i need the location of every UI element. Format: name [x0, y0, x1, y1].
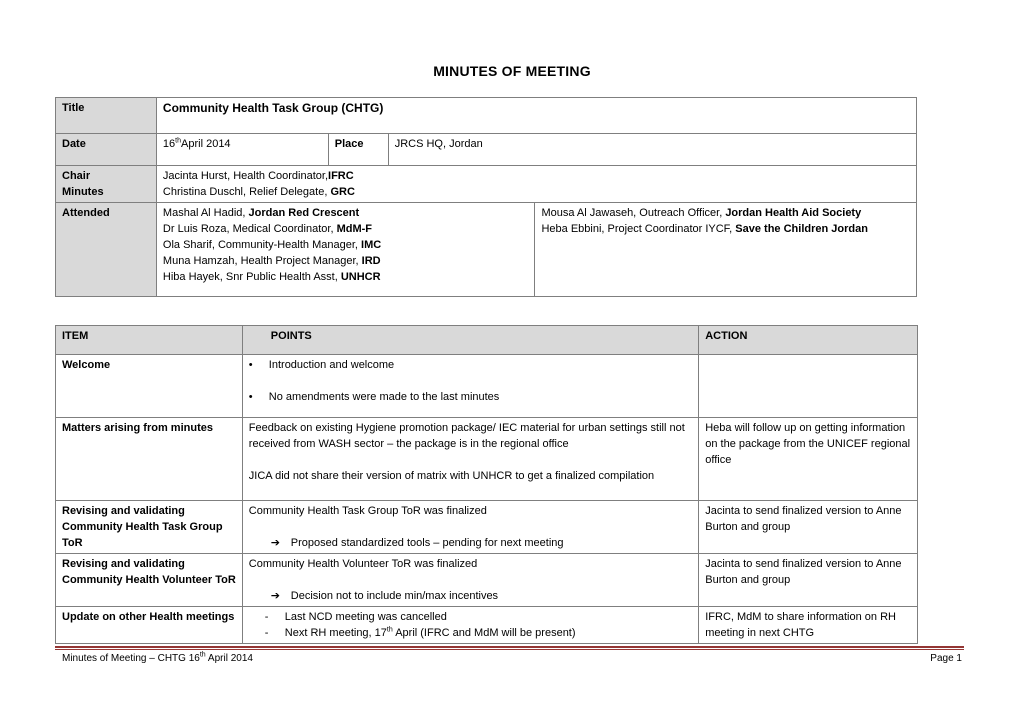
arrow-icon: ➔ [270, 590, 281, 602]
attendee: Dr Luis Roza, Medical Coordinator, MdM-F [162, 223, 372, 235]
minutes-label: Minutes [62, 186, 104, 198]
attended-label: Attended [56, 203, 157, 297]
point-text: Community Health Volunteer ToR was finalized [248, 558, 478, 570]
attendees-right [535, 203, 917, 297]
item-cell: Update on other Health meetings [56, 607, 243, 644]
item-cell: Matters arising from minutes [56, 418, 243, 501]
table-row [56, 554, 918, 607]
item-cell: Welcome [56, 355, 243, 418]
page-title: MINUTES OF MEETING [433, 63, 591, 79]
attendee: Mousa Al Jawaseh, Outreach Officer, Jordan Health Aid Society [541, 207, 862, 219]
header-item: ITEM [56, 326, 243, 355]
attendee: Ola Sharif, Community-Health Manager, IMC [162, 239, 382, 251]
table-row [56, 355, 918, 418]
table-row [56, 418, 918, 501]
points-cell [242, 607, 698, 644]
arrow-icon: ➔ [270, 537, 281, 549]
meeting-date: 16thApril 2014 [156, 134, 328, 166]
minutes-value: Christina Duschl, Relief Delegate, GRC [162, 186, 355, 198]
points-cell [242, 554, 698, 607]
meeting-place: JRCS HQ, Jordan [388, 134, 916, 166]
chair-label: Chair [62, 170, 91, 182]
arrow-point: ➔ Proposed standardized tools – pending for next meeting [270, 537, 564, 549]
points-cell [242, 501, 698, 554]
table-row [56, 501, 918, 554]
footer-rule-thin [55, 649, 964, 650]
header-action: ACTION [699, 326, 918, 355]
bullet-point: • No amendments were made to the last minutes [248, 391, 500, 403]
dash-point: - Next RH meeting, 17th April (IFRC and MdM will be present) [264, 626, 576, 639]
points-cell [242, 418, 698, 501]
chair-value: Jacinta Hurst, Health Coordinator,IFRC [162, 170, 354, 182]
bullet-point: • Introduction and welcome [248, 359, 395, 371]
title-label: Title [56, 98, 157, 134]
date-label: Date [56, 134, 157, 166]
meeting-info-table [55, 97, 917, 297]
dash-point: - Last NCD meeting was cancelled [264, 611, 447, 623]
attendee: Hiba Hayek, Snr Public Health Asst, UNHCR [162, 271, 381, 283]
item-cell: Revising and validating Community Health Task Group ToR [56, 501, 243, 554]
header-points: POINTS [242, 326, 698, 355]
action-cell: Heba will follow up on getting information on the package from the UNICEF regional office [699, 418, 918, 501]
meeting-title: Community Health Task Group (CHTG) [156, 98, 916, 134]
attendee: Mashal Al Hadid, Jordan Red Crescent [162, 207, 360, 219]
point-text: Feedback on existing Hygiene promotion package/ IEC material for urban settings still not received from WASH sector – the package is in the regional office [248, 422, 685, 450]
arrow-point: ➔ Decision not to include min/max incentives [270, 590, 499, 602]
attendee: Heba Ebbini, Project Coordinator IYCF, Save the Children Jordan [541, 223, 868, 235]
attendee: Muna Hamzah, Health Project Manager, IRD [162, 255, 381, 267]
point-text: JICA did not share their version of matrix with UNHCR to get a finalized compilation [248, 470, 655, 482]
points-cell [242, 355, 698, 418]
point-text: Community Health Task Group ToR was finalized [248, 505, 487, 517]
item-cell: Revising and validating Community Health Volunteer ToR [56, 554, 243, 607]
action-cell [699, 355, 918, 418]
attendees-left [156, 203, 535, 297]
table-row [56, 607, 918, 644]
action-cell: Jacinta to send finalized version to Anne Burton and group [699, 501, 918, 554]
footer-rule [55, 646, 964, 648]
footer-doc-title: Minutes of Meeting – CHTG 16th April 2014 [62, 651, 253, 664]
action-cell: Jacinta to send finalized version to Anne Burton and group [699, 554, 918, 607]
chair-minutes-labels [56, 166, 157, 203]
items-table [55, 325, 918, 644]
action-cell: IFRC, MdM to share information on RH meeting in next CHTG [699, 607, 918, 644]
chair-minutes-values [156, 166, 916, 203]
place-label: Place [328, 134, 388, 166]
footer-page-number: Page 1 [930, 653, 962, 664]
